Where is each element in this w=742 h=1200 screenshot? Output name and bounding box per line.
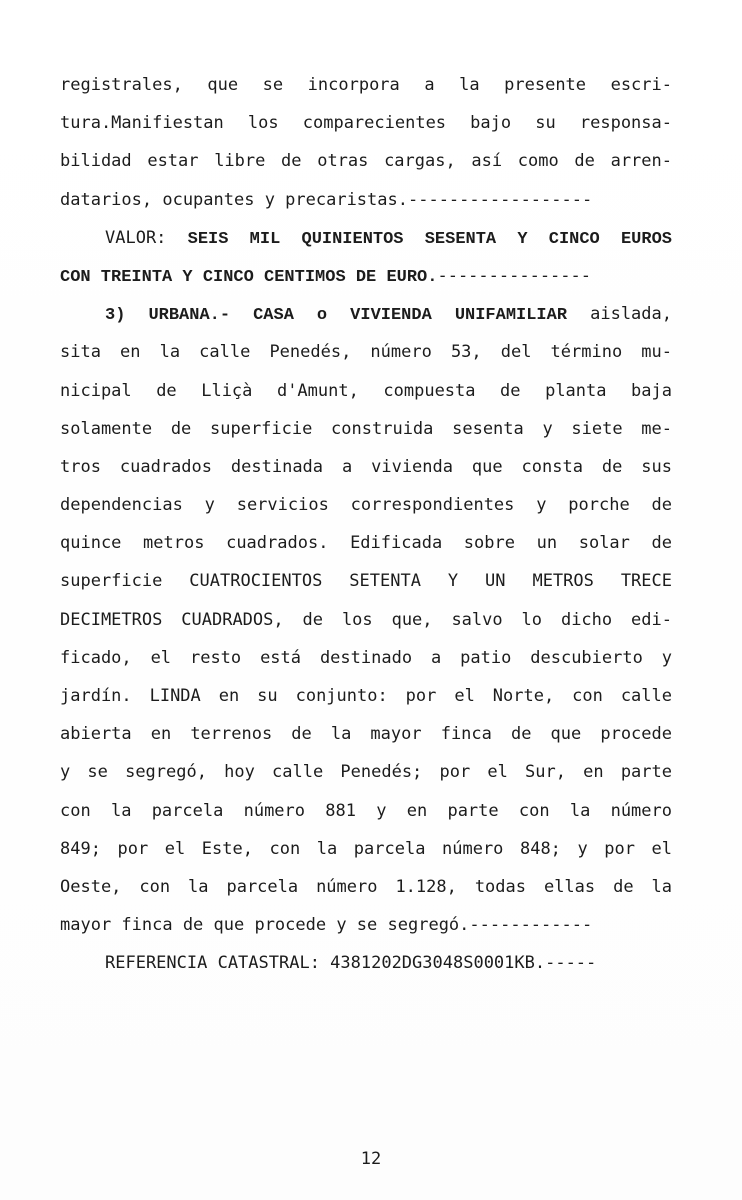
text-line: nicipal de Lliçà d'Amunt, compuesta de planta baja — [60, 380, 672, 401]
text-line: Oeste, con la parcela número 1.128, todas ellas de la — [60, 876, 672, 897]
text-line: jardín. LINDA en su conjunto: por el Norte, con calle — [60, 686, 672, 706]
valor-amount: SEIS MIL QUINIENTOS SESENTA Y CINCO EUROS — [187, 229, 672, 249]
referencia-catastral: REFERENCIA CATASTRAL: 4381202DG3048S0001KB.----- — [105, 953, 597, 974]
text-line: y se segregó, hoy calle Penedés; por el Sur, en parte — [60, 762, 672, 783]
text-line: ficado, el resto está destinado a patio descubierto y — [60, 647, 672, 668]
valor-amount-continued: CON TREINTA Y CINCO CENTIMOS DE EURO. — [60, 267, 438, 287]
valor-line-2 — [60, 257, 672, 295]
text-line: quince metros cuadrados. Edificada sobre un solar de — [60, 533, 672, 554]
text-line: superficie CUATROCIENTOS SETENTA Y UN METROS TRECE — [60, 571, 672, 592]
item3-heading: 3) URBANA.- CASA o VIVIENDA UNIFAMILIAR — [105, 306, 568, 326]
document-body — [60, 66, 672, 983]
text-line: mayor finca de que procede y se segregó.------------ — [60, 915, 593, 936]
valor-line-1 — [60, 219, 672, 257]
valor-dashes: --------------- — [437, 265, 591, 286]
text-line: 849; por el Este, con la parcela número 848; y por el — [60, 838, 672, 859]
text-line: tros cuadrados destinada a vivienda que consta de sus — [60, 456, 672, 477]
text-line: dependencias y servicios correspondientes y porche de — [60, 495, 672, 516]
valor-label: VALOR: — [105, 227, 188, 248]
text-line: registrales, que se incorpora a la presente escri- — [60, 75, 672, 95]
text-line: DECIMETROS CUADRADOS, de los que, salvo lo dicho edi- — [60, 609, 672, 630]
text-line: bilidad estar libre de otras cargas, así como de arren- — [60, 151, 672, 172]
text-line: datarios, ocupantes y precaristas.------------------ — [60, 189, 593, 210]
text-line: solamente de superficie construida sesenta y siete me- — [60, 418, 672, 439]
text-line: con la parcela número 881 y en parte con la número — [60, 800, 672, 821]
item3-heading-rest: aislada, — [567, 304, 672, 325]
page-number: 12 — [360, 1149, 382, 1169]
text-line: abierta en terrenos de la mayor finca de que procede — [60, 724, 672, 745]
text-line: sita en la calle Penedés, número 53, del término mu- — [60, 342, 672, 363]
text-line: tura.Manifiestan los comparecientes bajo su responsa- — [60, 113, 672, 134]
item3-heading-line — [60, 295, 672, 333]
